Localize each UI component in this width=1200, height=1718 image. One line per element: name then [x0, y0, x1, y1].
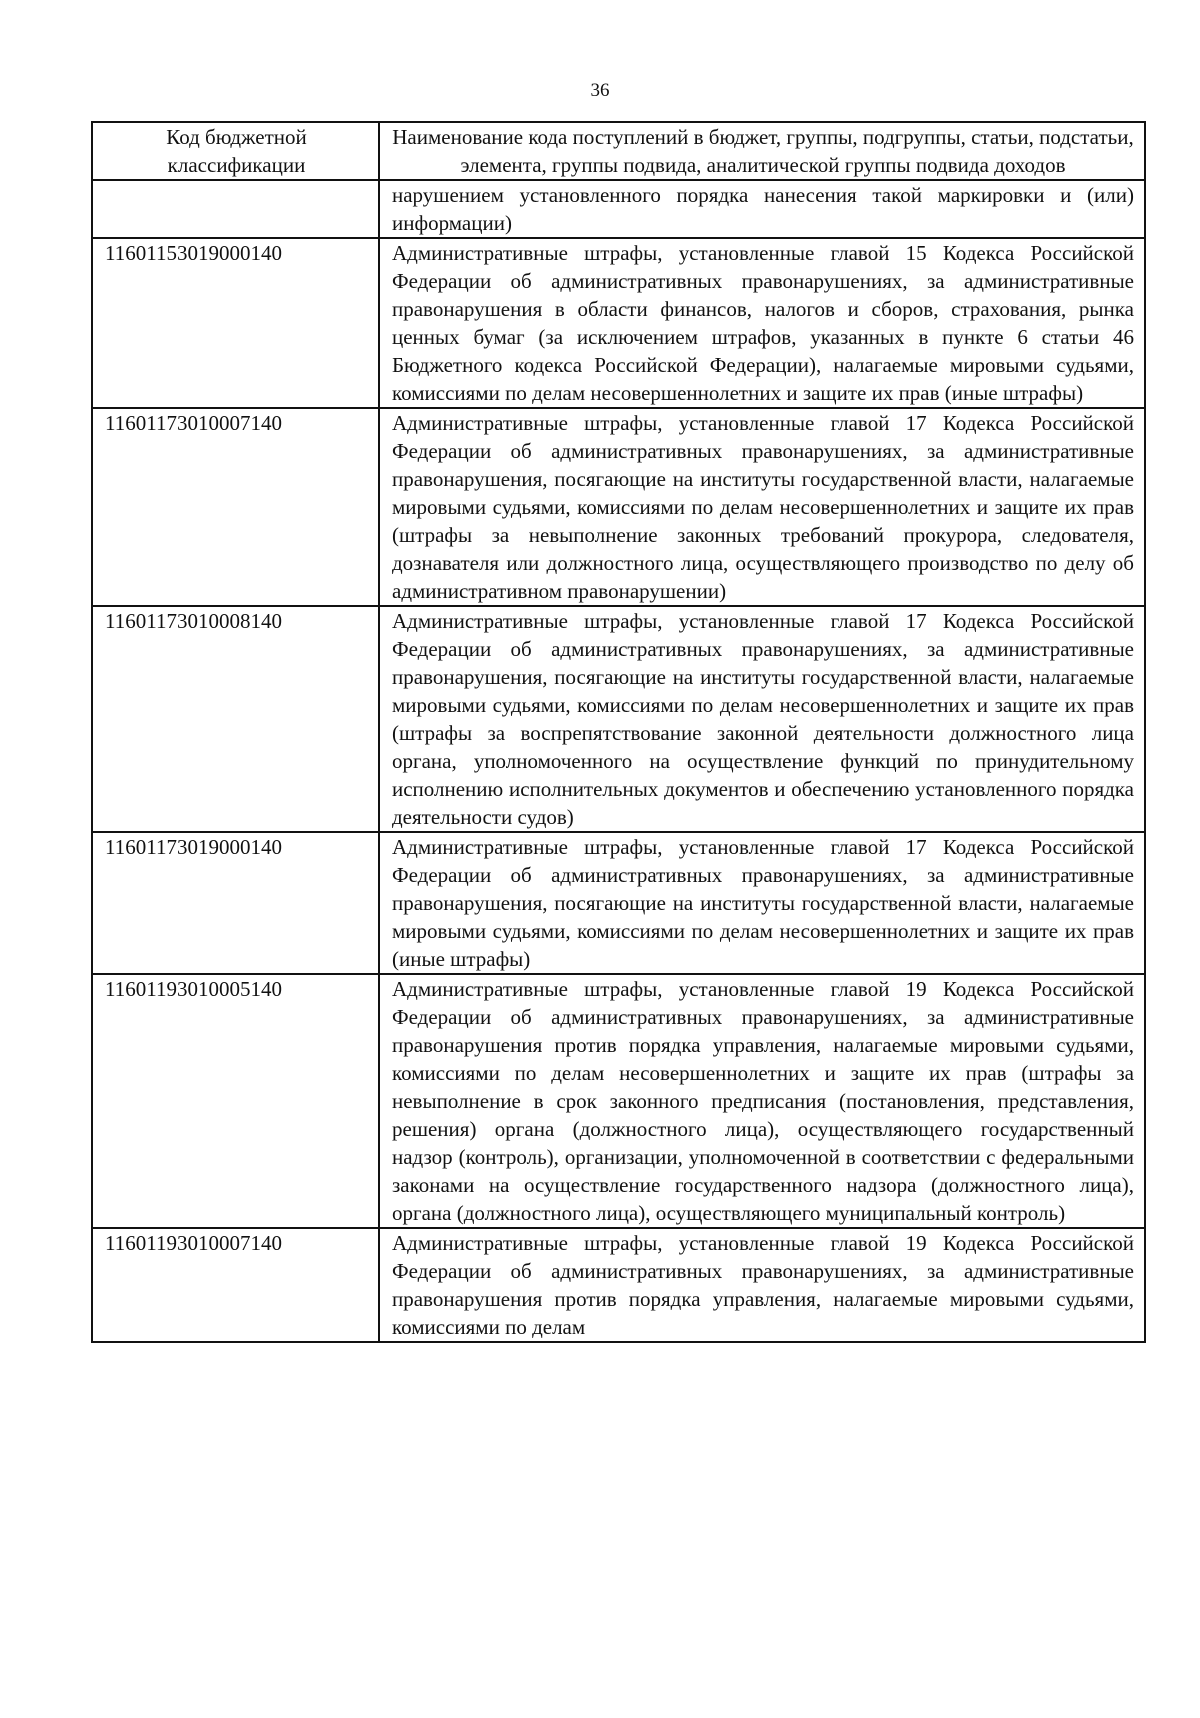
- table-row: [92, 832, 1145, 974]
- table-row: [92, 408, 1145, 606]
- row-code: [92, 180, 379, 238]
- table-row: [92, 1228, 1145, 1342]
- row-code: 11601153019000140: [92, 238, 379, 408]
- row-description: Административные штрафы, установленные главой 17 Кодекса Российской Федерации об административных правонарушениях, за административные правонарушения, посягающие на институты государственной власти, налагаемые мировыми судьями, комиссиями по делам несовершеннолетних и защите их прав (штрафы за невыполнение законных требований прокурора, следователя, дознавателя или должностного лица, осуществляющего производство по делу об административном правонарушении): [379, 408, 1145, 606]
- page-number: 36: [590, 80, 610, 101]
- table-header-row: [92, 122, 1145, 180]
- row-description: Административные штрафы, установленные главой 17 Кодекса Российской Федерации об административных правонарушениях, за административные правонарушения, посягающие на институты государственной власти, налагаемые мировыми судьями, комиссиями по делам несовершеннолетних и защите их прав (иные штрафы): [379, 832, 1145, 974]
- row-description: Административные штрафы, установленные главой 15 Кодекса Российской Федерации об административных правонарушениях, за административные правонарушения в области финансов, налогов и сборов, страхования, рынка ценных бумаг (за исключением штрафов, указанных в пункте 6 статьи 46 Бюджетного кодекса Российской Федерации), налагаемые мировыми судьями, комиссиями по делам несовершеннолетних и защите их прав (иные штрафы): [379, 238, 1145, 408]
- row-code: 11601173019000140: [92, 832, 379, 974]
- row-description: нарушением установленного порядка нанесения такой маркировки и (или) информации): [379, 180, 1145, 238]
- budget-classification-table: [91, 121, 1146, 1343]
- row-description: Административные штрафы, установленные главой 19 Кодекса Российской Федерации об административных правонарушениях, за административные правонарушения против порядка управления, налагаемые мировыми судьями, комиссиями по делам несовершеннолетних и защите их прав (штрафы за невыполнение в срок законного предписания (постановления, представления, решения) органа (должностного лица), осуществляющего государственный надзор (контроль), организации, уполномоченной в соответствии с федеральными законами на осуществление государственного надзора (должностного лица), органа (должностного лица), осуществляющего муниципальный контроль): [379, 974, 1145, 1228]
- row-code: 11601173010008140: [92, 606, 379, 832]
- row-code: 11601193010007140: [92, 1228, 379, 1342]
- table-row: [92, 180, 1145, 238]
- row-code: 11601193010005140: [92, 974, 379, 1228]
- table-row: [92, 238, 1145, 408]
- row-code: 11601173010007140: [92, 408, 379, 606]
- table-row: [92, 606, 1145, 832]
- table-row: [92, 974, 1145, 1228]
- row-description: Административные штрафы, установленные главой 17 Кодекса Российской Федерации об административных правонарушениях, за административные правонарушения, посягающие на институты государственной власти, налагаемые мировыми судьями, комиссиями по делам несовершеннолетних и защите их прав (штрафы за воспрепятствование законной деятельности должностного лица органа, уполномоченного на осуществление функций по принудительному исполнению исполнительных документов и обеспечению установленного порядка деятельности судов): [379, 606, 1145, 832]
- header-name: Наименование кода поступлений в бюджет, группы, подгруппы, статьи, подстатьи, элемента, группы подвида, аналитической группы подвида доходов: [379, 122, 1145, 180]
- header-code: Код бюджетной классификации: [92, 122, 379, 180]
- row-description: Административные штрафы, установленные главой 19 Кодекса Российской Федерации об административных правонарушениях, за административные правонарушения против порядка управления, налагаемые мировыми судьями, комиссиями по делам: [379, 1228, 1145, 1342]
